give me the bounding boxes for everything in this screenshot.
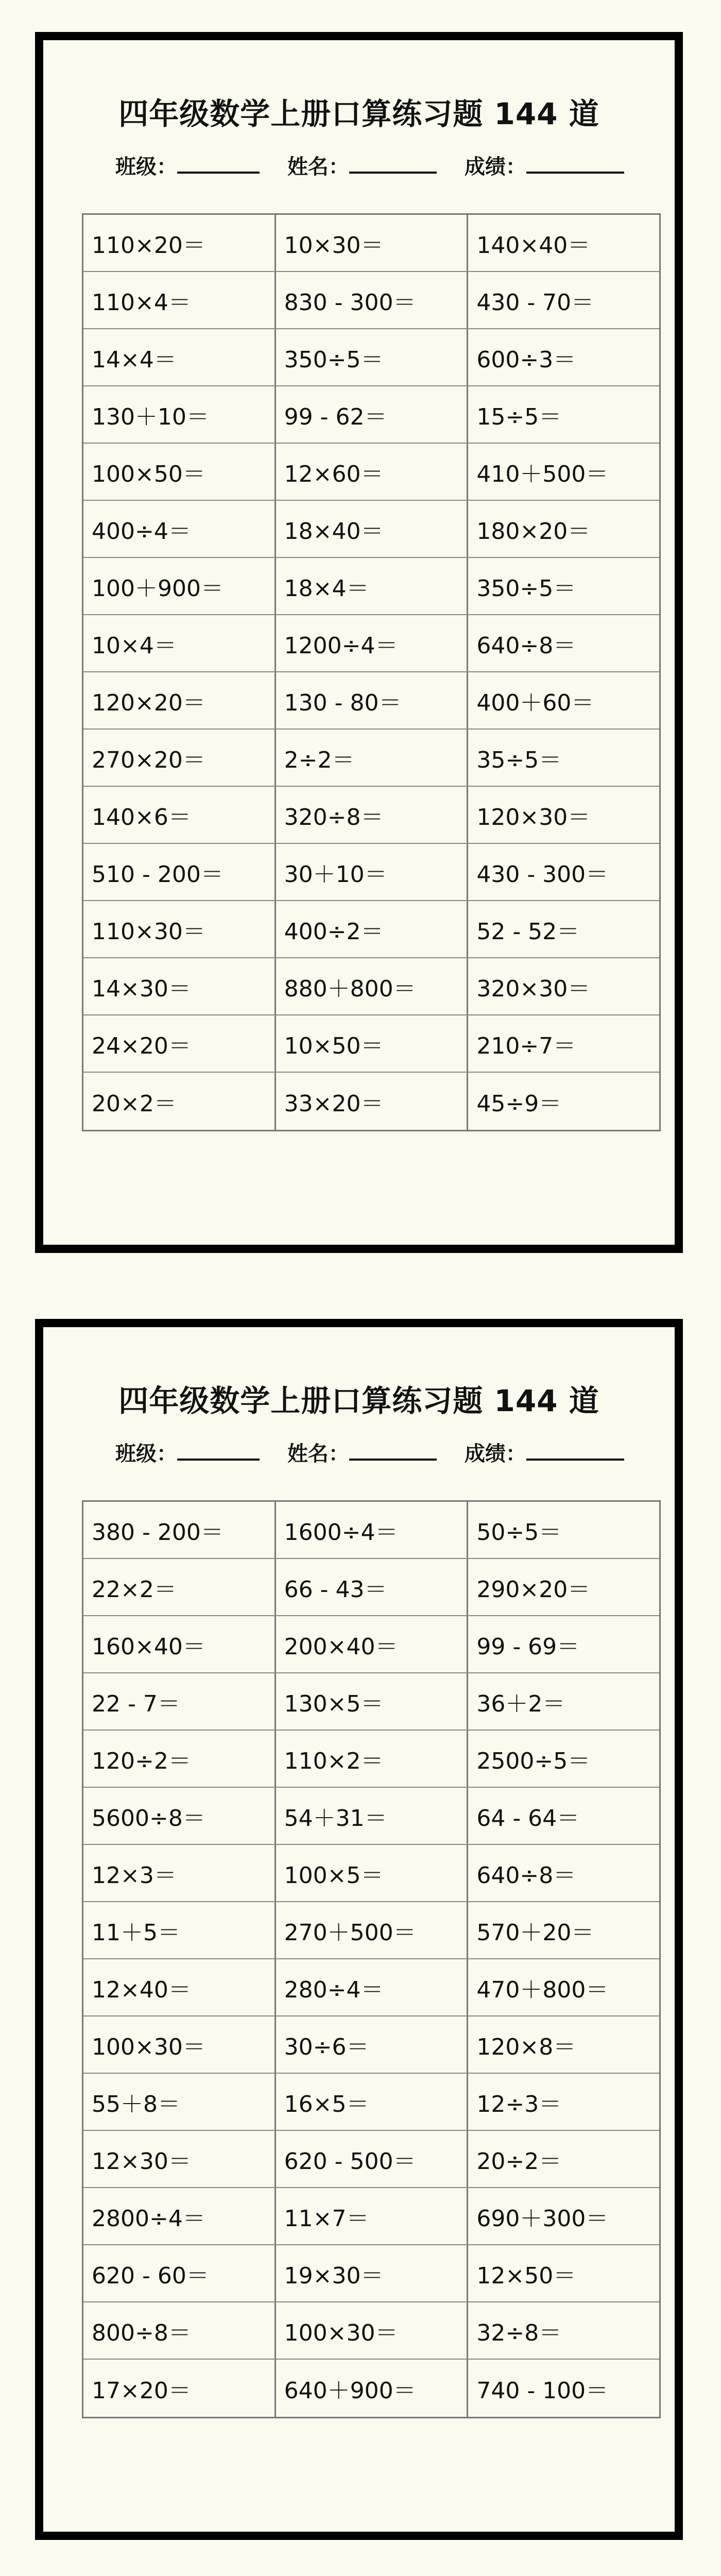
name-blank	[349, 1441, 437, 1461]
problem-cell: 740 - 100＝	[476, 2377, 609, 2404]
problem-cell: 100×5＝	[276, 1845, 469, 1901]
problem-cell: 830 - 300＝	[276, 272, 469, 328]
problem-cell: 130＋10＝	[83, 386, 276, 443]
problem-cell: 430 - 300＝	[476, 861, 609, 888]
problem-cell: 350÷5＝	[476, 575, 576, 602]
class-label: 班级：	[115, 155, 177, 179]
problem-cell: 32÷8＝	[476, 2319, 562, 2346]
student-info-line	[115, 1437, 644, 1467]
problem-row	[83, 787, 659, 844]
problem-row	[83, 1673, 659, 1731]
problem-cell: 18×4＝	[276, 558, 469, 614]
problem-cell: 5600÷8＝	[83, 1788, 276, 1844]
problem-cell: 510 - 200＝	[83, 844, 276, 900]
problem-cell: 410＋500＝	[476, 461, 609, 487]
problem-cell: 140×6＝	[83, 787, 276, 843]
problem-cell: 52 - 52＝	[476, 918, 580, 945]
problem-cell: 270×20＝	[83, 730, 276, 786]
problem-row	[83, 2302, 659, 2360]
name-label: 姓名：	[287, 1442, 349, 1466]
problem-cell: 640÷8＝	[476, 1862, 576, 1889]
problem-cell: 11×7＝	[276, 2188, 469, 2244]
worksheet-title: 四年级数学上册口算练习题 144 道	[118, 96, 599, 131]
problem-cell: 280÷4＝	[276, 1959, 469, 2015]
problem-cell: 320÷8＝	[276, 787, 469, 843]
problem-cell: 600÷3＝	[476, 346, 576, 373]
score-blank	[526, 154, 624, 174]
problem-cell: 620 - 500＝	[276, 2131, 469, 2187]
problem-cell: 400÷2＝	[276, 901, 469, 957]
problem-row	[83, 215, 659, 272]
problem-cell: 470＋800＝	[476, 1976, 609, 2003]
problem-cell: 12×60＝	[276, 444, 469, 500]
worksheet-2	[35, 1319, 683, 2540]
problem-cell: 110×2＝	[276, 1731, 469, 1787]
problem-row	[83, 1845, 659, 1902]
problem-cell: 35÷5＝	[476, 747, 562, 773]
problem-row	[83, 1073, 659, 1130]
problem-grid	[82, 1500, 661, 2418]
problem-cell: 180×20＝	[476, 518, 591, 545]
problem-cell: 100×50＝	[83, 444, 276, 500]
problem-cell: 640÷8＝	[476, 632, 576, 659]
problem-row	[83, 730, 659, 787]
score-label: 成绩：	[464, 1442, 526, 1466]
problem-cell: 12×50＝	[476, 2262, 576, 2289]
problem-cell: 100×30＝	[276, 2302, 469, 2359]
problem-cell: 20÷2＝	[476, 2148, 562, 2175]
problem-cell: 290×20＝	[476, 1576, 591, 1603]
problem-row	[83, 2360, 659, 2417]
problem-cell: 12×40＝	[83, 1959, 276, 2015]
problem-cell: 18×40＝	[276, 501, 469, 557]
problem-row	[83, 672, 659, 730]
class-blank	[177, 154, 260, 174]
problem-cell: 120×8＝	[476, 2033, 576, 2060]
problem-cell: 10×30＝	[276, 215, 469, 271]
problem-cell: 880＋800＝	[276, 958, 469, 1014]
problem-cell: 140×40＝	[476, 232, 591, 259]
problem-cell: 33×20＝	[276, 1073, 469, 1130]
problem-cell: 120÷2＝	[83, 1731, 276, 1787]
problem-cell: 400＋60＝	[476, 689, 594, 716]
problem-cell: 50÷5＝	[476, 1519, 562, 1546]
problem-row	[83, 1559, 659, 1616]
problem-row	[83, 1959, 659, 2016]
problem-cell: 17×20＝	[83, 2360, 276, 2417]
problem-cell: 110×20＝	[83, 215, 276, 271]
problem-cell: 12×30＝	[83, 2131, 276, 2187]
problem-row	[83, 2074, 659, 2131]
problem-cell: 430 - 70＝	[476, 289, 594, 316]
problem-cell: 570＋20＝	[476, 1919, 594, 1946]
problem-cell: 100×30＝	[83, 2016, 276, 2073]
problem-cell: 14×30＝	[83, 958, 276, 1014]
problem-cell: 620 - 60＝	[83, 2245, 276, 2301]
problem-cell: 30÷6＝	[276, 2016, 469, 2073]
problem-row	[83, 1788, 659, 1845]
problem-cell: 16×5＝	[276, 2074, 469, 2130]
problem-cell: 320×30＝	[476, 975, 591, 1002]
problem-row	[83, 444, 659, 501]
name-label: 姓名：	[287, 155, 349, 179]
problem-cell: 99 - 62＝	[276, 386, 469, 443]
student-info-line	[115, 150, 644, 180]
problem-cell: 19×30＝	[276, 2245, 469, 2301]
problem-row	[83, 615, 659, 672]
problem-row	[83, 2245, 659, 2302]
problem-cell: 11＋5＝	[83, 1902, 276, 1958]
problem-cell: 36＋2＝	[476, 1690, 565, 1717]
problem-row	[83, 329, 659, 386]
problem-cell: 210÷7＝	[476, 1032, 576, 1059]
problem-cell: 200×40＝	[276, 1616, 469, 1672]
problem-cell: 800÷8＝	[83, 2302, 276, 2359]
problem-cell: 120×20＝	[83, 672, 276, 728]
problem-cell: 22 - 7＝	[83, 1673, 276, 1730]
problem-cell: 110×4＝	[83, 272, 276, 328]
problem-row	[83, 272, 659, 329]
problem-row	[83, 901, 659, 958]
problem-row	[83, 1616, 659, 1673]
problem-cell: 99 - 69＝	[476, 1633, 580, 1660]
problem-row	[83, 1015, 659, 1073]
problem-row	[83, 501, 659, 558]
problem-cell: 10×50＝	[276, 1015, 469, 1072]
problem-row	[83, 1502, 659, 1559]
class-label: 班级：	[115, 1442, 177, 1466]
problem-cell: 690＋300＝	[476, 2205, 609, 2232]
problem-cell: 270＋500＝	[276, 1902, 469, 1958]
problem-row	[83, 2016, 659, 2074]
problem-cell: 160×40＝	[83, 1616, 276, 1672]
problem-cell: 1200÷4＝	[276, 615, 469, 671]
problem-cell: 2÷2＝	[276, 730, 469, 786]
problem-cell: 12÷3＝	[476, 2091, 562, 2117]
problem-row	[83, 844, 659, 901]
problem-cell: 130 - 80＝	[276, 672, 469, 728]
name-blank	[349, 154, 437, 174]
problem-cell: 12×3＝	[83, 1845, 276, 1901]
class-blank	[177, 1441, 260, 1461]
problem-cell: 14×4＝	[83, 329, 276, 385]
problem-cell: 1600÷4＝	[276, 1502, 469, 1558]
problem-row	[83, 958, 659, 1015]
problem-cell: 15÷5＝	[476, 403, 562, 430]
problem-cell: 120×30＝	[476, 804, 591, 831]
problem-cell: 110×30＝	[83, 901, 276, 957]
problem-cell: 2800÷4＝	[83, 2188, 276, 2244]
problem-row	[83, 1902, 659, 1959]
problem-cell: 350÷5＝	[276, 329, 469, 385]
score-blank	[526, 1441, 624, 1461]
problem-cell: 100＋900＝	[83, 558, 276, 614]
worksheet-1	[35, 32, 683, 1253]
problem-cell: 66 - 43＝	[276, 1559, 469, 1615]
problem-cell: 22×2＝	[83, 1559, 276, 1615]
problem-row	[83, 2131, 659, 2188]
problem-cell: 640＋900＝	[276, 2360, 469, 2417]
problem-cell: 54＋31＝	[276, 1788, 469, 1844]
problem-cell: 55＋8＝	[83, 2074, 276, 2130]
problem-grid	[82, 213, 661, 1131]
problem-row	[83, 2188, 659, 2245]
problem-cell: 380 - 200＝	[83, 1502, 276, 1558]
score-label: 成绩：	[464, 155, 526, 179]
problem-row	[83, 558, 659, 615]
problem-cell: 10×4＝	[83, 615, 276, 671]
problem-cell: 20×2＝	[83, 1073, 276, 1130]
problem-cell: 130×5＝	[276, 1673, 469, 1730]
problem-cell: 45÷9＝	[476, 1090, 562, 1117]
problem-cell: 24×20＝	[83, 1015, 276, 1072]
problem-cell: 2500÷5＝	[476, 1748, 591, 1774]
problem-row	[83, 1731, 659, 1788]
problem-cell: 400÷4＝	[83, 501, 276, 557]
worksheet-title: 四年级数学上册口算练习题 144 道	[118, 1383, 599, 1418]
problem-cell: 64 - 64＝	[476, 1805, 580, 1832]
problem-cell: 30＋10＝	[276, 844, 469, 900]
problem-row	[83, 386, 659, 444]
